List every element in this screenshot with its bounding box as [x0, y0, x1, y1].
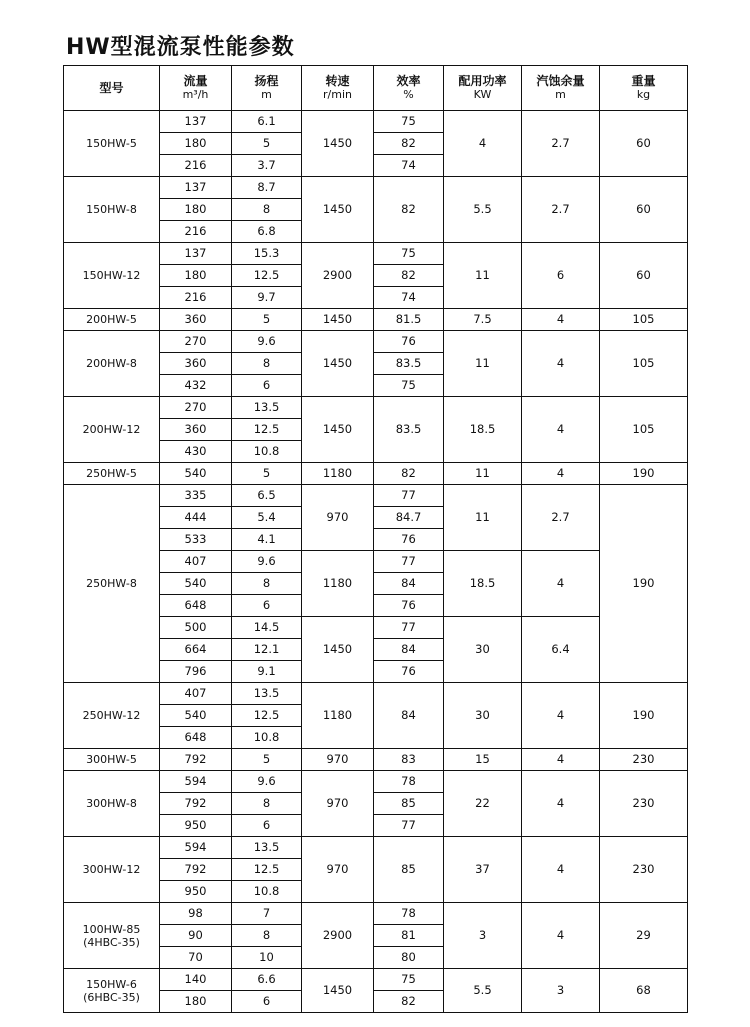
head-cell: 10.8	[232, 441, 302, 463]
model-cell	[64, 177, 160, 243]
head-cell: 8	[232, 793, 302, 815]
flow-cell: 360	[160, 309, 232, 331]
npsh-cell: 4	[522, 397, 600, 463]
head-cell: 9.6	[232, 771, 302, 793]
head-cell: 8.7	[232, 177, 302, 199]
head-cell: 13.5	[232, 837, 302, 859]
npsh-cell: 2.7	[522, 177, 600, 243]
head-cell: 13.5	[232, 683, 302, 705]
npsh-cell: 6	[522, 243, 600, 309]
power-cell: 30	[444, 683, 522, 749]
speed-cell: 1450	[302, 309, 374, 331]
flow-cell: 360	[160, 353, 232, 375]
efficiency-cell: 83	[374, 749, 444, 771]
table-row	[64, 243, 688, 265]
flow-cell: 648	[160, 727, 232, 749]
pump-performance-table	[63, 65, 688, 1013]
efficiency-cell: 74	[374, 287, 444, 309]
flow-cell: 137	[160, 177, 232, 199]
model-name: 150HW-8	[86, 203, 137, 216]
flow-cell: 180	[160, 133, 232, 155]
model-name: 200HW-5	[86, 313, 137, 326]
model-cell	[64, 397, 160, 463]
head-cell: 5.4	[232, 507, 302, 529]
flow-cell: 360	[160, 419, 232, 441]
model-name: (6HBC-35)	[83, 990, 140, 1004]
head-cell: 6.1	[232, 111, 302, 133]
flow-cell: 270	[160, 397, 232, 419]
weight-cell: 60	[600, 243, 688, 309]
npsh-cell: 4	[522, 463, 600, 485]
table-row	[64, 683, 688, 705]
flow-cell: 90	[160, 925, 232, 947]
efficiency-cell: 82	[374, 265, 444, 287]
weight-cell: 105	[600, 309, 688, 331]
head-cell: 6	[232, 375, 302, 397]
flow-cell: 180	[160, 991, 232, 1013]
model-cell	[64, 837, 160, 903]
efficiency-cell: 81	[374, 925, 444, 947]
speed-cell: 970	[302, 837, 374, 903]
head-cell: 10	[232, 947, 302, 969]
power-cell: 15	[444, 749, 522, 771]
speed-cell: 1450	[302, 969, 374, 1013]
speed-cell: 2900	[302, 243, 374, 309]
flow-cell: 540	[160, 705, 232, 727]
table-row	[64, 177, 688, 199]
col-header-model: 型号	[64, 66, 160, 111]
npsh-cell: 2.7	[522, 111, 600, 177]
npsh-cell: 4	[522, 551, 600, 617]
flow-cell: 540	[160, 463, 232, 485]
power-cell: 11	[444, 243, 522, 309]
head-cell: 6.6	[232, 969, 302, 991]
flow-cell: 533	[160, 529, 232, 551]
weight-cell: 105	[600, 397, 688, 463]
power-cell: 7.5	[444, 309, 522, 331]
table-row	[64, 749, 688, 771]
model-cell	[64, 771, 160, 837]
weight-cell: 29	[600, 903, 688, 969]
speed-cell: 1450	[302, 111, 374, 177]
npsh-cell: 4	[522, 837, 600, 903]
flow-cell: 500	[160, 617, 232, 639]
speed-cell: 1450	[302, 177, 374, 243]
flow-cell: 648	[160, 595, 232, 617]
flow-cell: 407	[160, 551, 232, 573]
npsh-cell: 4	[522, 683, 600, 749]
flow-cell: 664	[160, 639, 232, 661]
flow-cell: 216	[160, 221, 232, 243]
flow-cell: 407	[160, 683, 232, 705]
power-cell: 11	[444, 485, 522, 551]
flow-cell: 444	[160, 507, 232, 529]
efficiency-cell: 84.7	[374, 507, 444, 529]
efficiency-cell: 78	[374, 771, 444, 793]
power-cell: 37	[444, 837, 522, 903]
flow-cell: 216	[160, 287, 232, 309]
model-cell	[64, 309, 160, 331]
table-body	[64, 111, 688, 1013]
head-cell: 8	[232, 199, 302, 221]
efficiency-cell: 83.5	[374, 397, 444, 463]
model-cell	[64, 485, 160, 683]
power-cell: 5.5	[444, 177, 522, 243]
head-cell: 13.5	[232, 397, 302, 419]
efficiency-cell: 76	[374, 331, 444, 353]
power-cell: 22	[444, 771, 522, 837]
head-cell: 5	[232, 749, 302, 771]
head-cell: 4.1	[232, 529, 302, 551]
head-cell: 12.5	[232, 705, 302, 727]
flow-cell: 70	[160, 947, 232, 969]
head-cell: 6.8	[232, 221, 302, 243]
efficiency-cell: 76	[374, 595, 444, 617]
table-row	[64, 485, 688, 507]
col-header-weight: 重量 kg	[600, 66, 688, 111]
model-cell	[64, 749, 160, 771]
npsh-cell: 4	[522, 771, 600, 837]
model-name: (4HBC-35)	[83, 935, 140, 949]
head-cell: 9.1	[232, 661, 302, 683]
efficiency-cell: 76	[374, 529, 444, 551]
efficiency-cell: 82	[374, 991, 444, 1013]
weight-cell: 230	[600, 837, 688, 903]
header-row	[64, 66, 688, 111]
head-cell: 9.6	[232, 331, 302, 353]
weight-cell: 190	[600, 683, 688, 749]
efficiency-cell: 85	[374, 793, 444, 815]
table-row	[64, 903, 688, 925]
power-cell: 3	[444, 903, 522, 969]
model-cell	[64, 903, 160, 969]
power-cell: 5.5	[444, 969, 522, 1013]
head-cell: 7	[232, 903, 302, 925]
model-name: 300HW-8	[86, 797, 137, 810]
speed-cell: 2900	[302, 903, 374, 969]
efficiency-cell: 80	[374, 947, 444, 969]
model-cell	[64, 463, 160, 485]
head-cell: 10.8	[232, 727, 302, 749]
model-name: 200HW-12	[82, 423, 141, 436]
flow-cell: 140	[160, 969, 232, 991]
head-cell: 5	[232, 133, 302, 155]
head-cell: 8	[232, 573, 302, 595]
efficiency-cell: 81.5	[374, 309, 444, 331]
model-name: 150HW-5	[86, 137, 137, 150]
head-cell: 5	[232, 309, 302, 331]
npsh-cell: 4	[522, 749, 600, 771]
efficiency-cell: 77	[374, 485, 444, 507]
efficiency-cell: 77	[374, 617, 444, 639]
weight-cell: 68	[600, 969, 688, 1013]
speed-cell: 970	[302, 485, 374, 551]
flow-cell: 950	[160, 881, 232, 903]
model-cell	[64, 111, 160, 177]
model-cell	[64, 969, 160, 1013]
head-cell: 12.5	[232, 265, 302, 287]
model-cell	[64, 331, 160, 397]
model-cell	[64, 683, 160, 749]
model-name: 250HW-8	[86, 577, 137, 590]
head-cell: 3.7	[232, 155, 302, 177]
flow-cell: 792	[160, 793, 232, 815]
col-header-efficiency: 效率 %	[374, 66, 444, 111]
efficiency-cell: 82	[374, 177, 444, 243]
weight-cell: 230	[600, 771, 688, 837]
head-cell: 9.6	[232, 551, 302, 573]
head-cell: 9.7	[232, 287, 302, 309]
model-name: 250HW-12	[82, 709, 141, 722]
col-header-head: 扬程 m	[232, 66, 302, 111]
flow-cell: 792	[160, 859, 232, 881]
npsh-cell: 3	[522, 969, 600, 1013]
weight-cell: 105	[600, 331, 688, 397]
head-cell: 6	[232, 815, 302, 837]
flow-cell: 540	[160, 573, 232, 595]
efficiency-cell: 84	[374, 639, 444, 661]
head-cell: 6.5	[232, 485, 302, 507]
efficiency-cell: 77	[374, 551, 444, 573]
head-cell: 14.5	[232, 617, 302, 639]
flow-cell: 137	[160, 243, 232, 265]
efficiency-cell: 78	[374, 903, 444, 925]
flow-cell: 950	[160, 815, 232, 837]
efficiency-cell: 84	[374, 573, 444, 595]
flow-cell: 594	[160, 771, 232, 793]
power-cell: 11	[444, 331, 522, 397]
page-title: HW型混流泵性能参数	[66, 35, 295, 60]
head-cell: 5	[232, 463, 302, 485]
table-row	[64, 397, 688, 419]
efficiency-cell: 75	[374, 969, 444, 991]
head-cell: 12.5	[232, 419, 302, 441]
speed-cell: 970	[302, 749, 374, 771]
flow-cell: 216	[160, 155, 232, 177]
head-cell: 6	[232, 595, 302, 617]
table-row	[64, 309, 688, 331]
speed-cell: 970	[302, 771, 374, 837]
flow-cell: 270	[160, 331, 232, 353]
weight-cell: 230	[600, 749, 688, 771]
efficiency-cell: 85	[374, 837, 444, 903]
efficiency-cell: 82	[374, 133, 444, 155]
efficiency-cell: 84	[374, 683, 444, 749]
flow-cell: 98	[160, 903, 232, 925]
model-name: 200HW-8	[86, 357, 137, 370]
model-cell	[64, 243, 160, 309]
model-name: 300HW-12	[82, 863, 141, 876]
flow-cell: 180	[160, 199, 232, 221]
flow-cell: 432	[160, 375, 232, 397]
speed-cell: 1450	[302, 331, 374, 397]
weight-cell: 190	[600, 485, 688, 683]
power-cell: 11	[444, 463, 522, 485]
flow-cell: 137	[160, 111, 232, 133]
efficiency-cell: 82	[374, 463, 444, 485]
efficiency-cell: 75	[374, 375, 444, 397]
head-cell: 8	[232, 353, 302, 375]
efficiency-cell: 74	[374, 155, 444, 177]
power-cell: 4	[444, 111, 522, 177]
flow-cell: 796	[160, 661, 232, 683]
model-name: 150HW-12	[82, 269, 141, 282]
col-header-speed: 转速 r/min	[302, 66, 374, 111]
speed-cell: 1180	[302, 463, 374, 485]
col-header-flow: 流量 m³/h	[160, 66, 232, 111]
model-name: 300HW-5	[86, 753, 137, 766]
efficiency-cell: 75	[374, 243, 444, 265]
model-name: 250HW-5	[86, 467, 137, 480]
head-cell: 6	[232, 991, 302, 1013]
head-cell: 15.3	[232, 243, 302, 265]
speed-cell: 1450	[302, 617, 374, 683]
flow-cell: 594	[160, 837, 232, 859]
efficiency-cell: 77	[374, 815, 444, 837]
col-header-npsh: 汽蚀余量 m	[522, 66, 600, 111]
efficiency-cell: 83.5	[374, 353, 444, 375]
head-cell: 10.8	[232, 881, 302, 903]
table-row	[64, 463, 688, 485]
power-cell: 18.5	[444, 551, 522, 617]
table-row	[64, 837, 688, 859]
head-cell: 12.5	[232, 859, 302, 881]
flow-cell: 335	[160, 485, 232, 507]
head-cell: 8	[232, 925, 302, 947]
power-cell: 30	[444, 617, 522, 683]
efficiency-cell: 75	[374, 111, 444, 133]
col-header-power: 配用功率 KW	[444, 66, 522, 111]
flow-cell: 180	[160, 265, 232, 287]
npsh-cell: 2.7	[522, 485, 600, 551]
npsh-cell: 4	[522, 309, 600, 331]
table-row	[64, 771, 688, 793]
flow-cell: 430	[160, 441, 232, 463]
table-row	[64, 111, 688, 133]
table-row	[64, 331, 688, 353]
table-row	[64, 969, 688, 991]
weight-cell: 190	[600, 463, 688, 485]
weight-cell: 60	[600, 111, 688, 177]
flow-cell: 792	[160, 749, 232, 771]
weight-cell: 60	[600, 177, 688, 243]
model-name: 100HW-85	[82, 922, 141, 936]
npsh-cell: 4	[522, 331, 600, 397]
speed-cell: 1450	[302, 397, 374, 463]
head-cell: 12.1	[232, 639, 302, 661]
npsh-cell: 6.4	[522, 617, 600, 683]
npsh-cell: 4	[522, 903, 600, 969]
efficiency-cell: 76	[374, 661, 444, 683]
power-cell: 18.5	[444, 397, 522, 463]
speed-cell: 1180	[302, 551, 374, 617]
speed-cell: 1180	[302, 683, 374, 749]
model-name: 150HW-6	[86, 977, 137, 991]
